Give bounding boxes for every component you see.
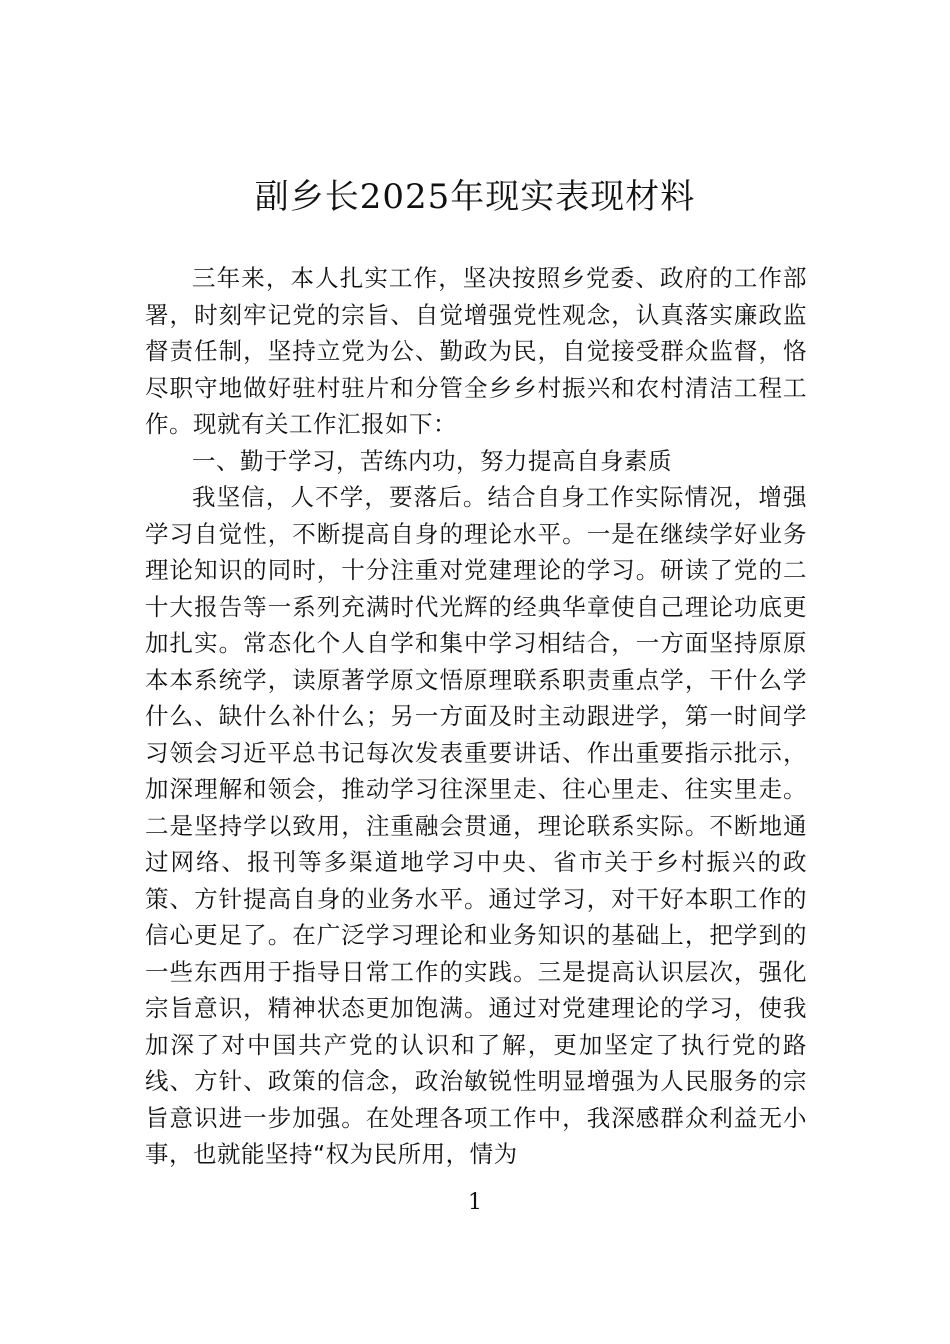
- body-paragraph: 我坚信，人不学，要落后。结合自身工作实际情况，增强学习自觉性，不断提高自身的理论水平。一是在继续学好业务理论知识的同时，十分注重对党建理论的学习。研读了党的二十大报告等一系列充满时代光辉的经典华章使自己理论功底更加扎实。常态化个人自学和集中学习相结合，一方面坚持原原本本系统学，读原著学原文悟原理联系职责重点学，干什么学什么、缺什么补什么；另一方面及时主动跟进学，第一时间学习领会习近平总书记每次发表重要讲话、作出重要指示批示，加深理解和领会，推动学习往深里走、往心里走、往实里走。二是坚持学以致用，注重融会贯通，理论联系实际。不断地通过网络、报刊等多渠道地学习中央、省市关于乡村振兴的政策、方针提高自身的业务水平。通过学习，对干好本职工作的信心更足了。在广泛学习理论和业务知识的基础上，把学到的一些东西用于指导日常工作的实践。三是提高认识层次，强化宗旨意识，精神状态更加饱满。通过对党建理论的学习，使我加深了对中国共产党的认识和了解，更加坚定了执行党的路线、方针、政策的信念，政治敏锐性明显增强为人民服务的宗旨意识进一步加强。在处理各项工作中，我深感群众利益无小事，也就能坚持“权为民所用，情为: [145, 483, 807, 1168]
- page-number: 1: [468, 1190, 482, 1215]
- document-title: 副乡长2025年现实表现材料: [254, 177, 696, 217]
- document-body: [145, 260, 807, 1173]
- intro-paragraph: 三年来，本人扎实工作，坚决按照乡党委、政府的工作部署，时刻牢记党的宗旨、自觉增强党性观念，认真落实廉政监督责任制，坚持立党为公、勤政为民，自觉接受群众监督，恪尽职守地做好驻村驻片和分管全乡乡村振兴和农村清洁工程工作。现就有关工作汇报如下：: [145, 264, 807, 438]
- section-heading: 一、勤于学习，苦练内功，努力提高自身素质: [192, 446, 672, 475]
